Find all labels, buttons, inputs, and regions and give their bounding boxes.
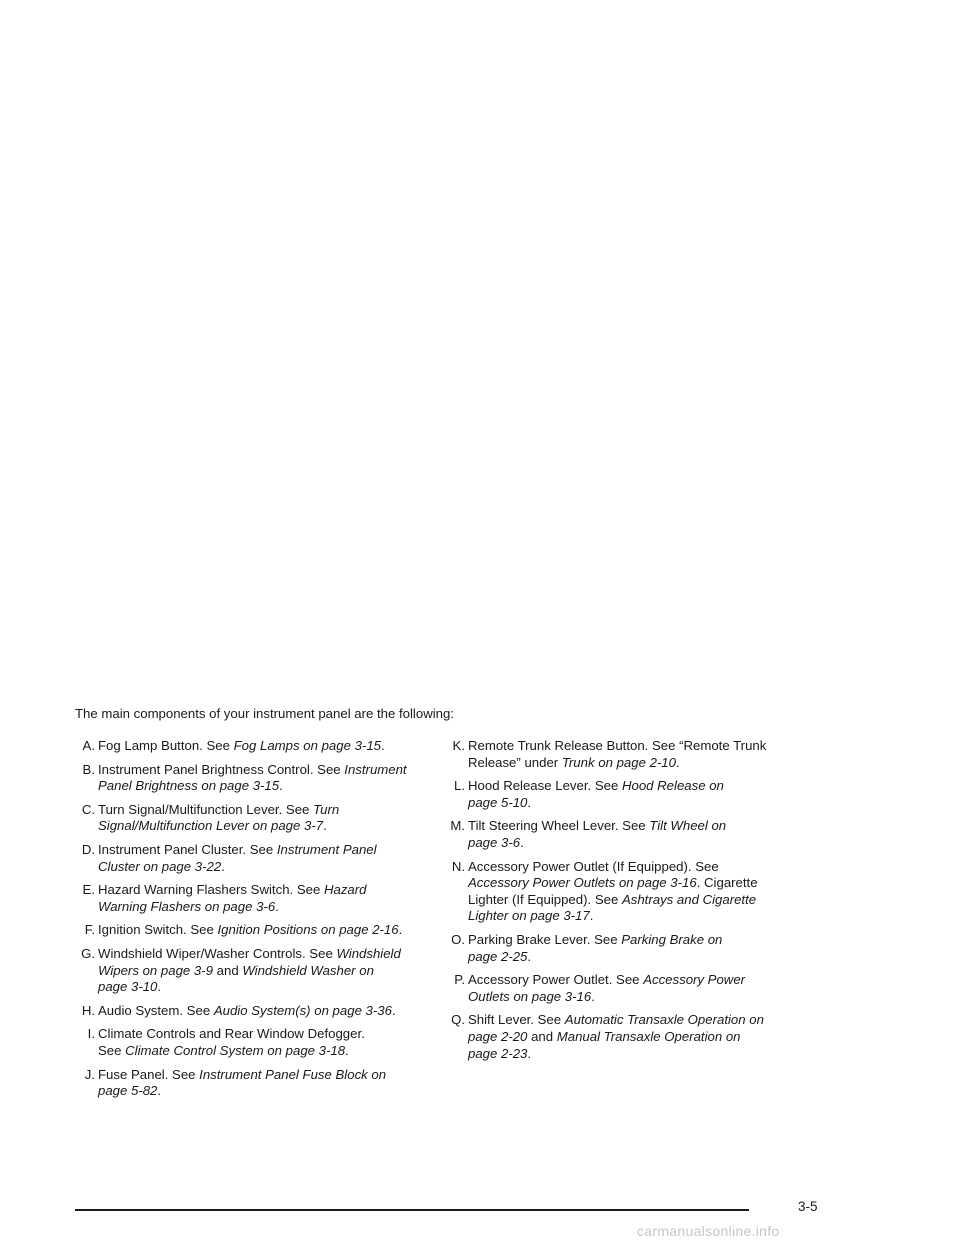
list-item-q bbox=[445, 1012, 825, 1062]
item-letter: B. bbox=[82, 761, 95, 777]
list-item-i bbox=[75, 1026, 445, 1059]
item-letter: O. bbox=[451, 931, 465, 947]
item-letter: K. bbox=[452, 738, 465, 753]
cross-reference: Tilt Wheel on bbox=[649, 818, 727, 834]
item-line bbox=[468, 1012, 825, 1029]
item-text: Parking Brake Lever. See bbox=[468, 931, 622, 947]
item-text: Shift Lever. See bbox=[468, 1012, 565, 1028]
item-text: . bbox=[589, 908, 594, 924]
item-letter: D. bbox=[81, 841, 95, 857]
item-line bbox=[468, 738, 825, 755]
item-line bbox=[98, 979, 445, 996]
item-line bbox=[468, 818, 825, 835]
page-number: 3-5 bbox=[798, 1199, 818, 1214]
cross-reference: page 2-20 bbox=[468, 1028, 528, 1044]
footer-rule bbox=[75, 1209, 749, 1211]
item-line bbox=[468, 892, 825, 909]
item-text: . bbox=[391, 1002, 396, 1018]
item-text: Tilt Steering Wheel Lever. See bbox=[468, 818, 650, 834]
cross-reference: Windshield bbox=[336, 945, 401, 961]
item-line bbox=[468, 859, 825, 876]
item-line bbox=[468, 1029, 825, 1046]
item-text: and bbox=[212, 962, 243, 978]
item-text: . bbox=[591, 988, 595, 1004]
list-item-e bbox=[75, 882, 445, 915]
item-text: Turn Signal/Multifunction Lever. See bbox=[98, 801, 314, 817]
item-text: Accessory Power Outlet. See bbox=[468, 972, 644, 988]
item-letter: I. bbox=[87, 1026, 95, 1042]
item-letter: C. bbox=[81, 801, 95, 817]
item-text: See bbox=[98, 1042, 126, 1058]
item-letter: F. bbox=[84, 922, 95, 938]
cross-reference: Ashtrays and Cigarette bbox=[621, 891, 757, 907]
item-text: . bbox=[520, 834, 524, 850]
item-line bbox=[468, 989, 825, 1006]
item-line bbox=[98, 946, 445, 963]
cross-reference: page 5-82 bbox=[98, 1083, 158, 1099]
item-letter: G. bbox=[81, 945, 95, 961]
item-line bbox=[468, 795, 825, 812]
item-letter: J. bbox=[84, 1066, 95, 1082]
item-line bbox=[98, 859, 445, 876]
item-letter: E. bbox=[82, 882, 95, 898]
list-item-k bbox=[445, 738, 825, 771]
item-text: Lighter (If Equipped). See bbox=[468, 891, 622, 907]
cross-reference: Cluster on page 3-22 bbox=[98, 858, 222, 874]
cross-reference: Hood Release on bbox=[621, 778, 724, 794]
item-text: Audio System. See bbox=[98, 1002, 214, 1018]
list-item-p bbox=[445, 972, 825, 1005]
list-item-b bbox=[75, 762, 445, 795]
item-text: Instrument Panel Brightness Control. See bbox=[98, 761, 345, 777]
list-item-g bbox=[75, 946, 445, 996]
item-text: . bbox=[221, 858, 225, 874]
item-text: . bbox=[275, 898, 279, 914]
item-text: . bbox=[345, 1042, 349, 1058]
intro-paragraph: The main components of your instrument panel are the following: bbox=[75, 706, 454, 721]
item-line bbox=[98, 1067, 445, 1084]
item-text: . bbox=[527, 1045, 532, 1061]
cross-reference: Instrument bbox=[344, 761, 407, 777]
item-text: Ignition Switch. See bbox=[98, 922, 218, 938]
item-text: . Cigarette bbox=[696, 875, 758, 891]
item-text: . bbox=[157, 979, 162, 995]
item-text: Windshield Wiper/Washer Controls. See bbox=[98, 945, 337, 961]
item-line bbox=[98, 738, 445, 755]
item-line bbox=[468, 972, 825, 989]
list-item-f bbox=[75, 922, 445, 939]
cross-reference: Wipers on page 3-9 bbox=[98, 962, 213, 978]
item-text: . bbox=[398, 922, 403, 938]
cross-reference: Trunk on page 2-10 bbox=[561, 754, 676, 770]
item-line bbox=[98, 818, 445, 835]
list-item-n bbox=[445, 859, 825, 925]
item-line bbox=[98, 899, 445, 916]
list-item-h bbox=[75, 1003, 445, 1020]
item-line bbox=[468, 949, 825, 966]
item-text: . bbox=[279, 778, 283, 794]
cross-reference: Instrument Panel Fuse Block on bbox=[199, 1066, 387, 1082]
item-text: Accessory Power Outlet (If Equipped). See bbox=[468, 858, 719, 874]
item-text: and bbox=[527, 1028, 557, 1044]
item-text: . bbox=[527, 948, 532, 964]
item-line bbox=[468, 908, 825, 925]
item-line bbox=[98, 842, 445, 859]
item-text: . bbox=[381, 738, 385, 753]
cross-reference: Accessory Power Outlets on page 3-16 bbox=[468, 875, 697, 891]
cross-reference: Audio System(s) on page 3-36 bbox=[213, 1002, 392, 1018]
item-line bbox=[98, 922, 445, 939]
item-letter: M. bbox=[450, 818, 465, 834]
item-text: . bbox=[527, 794, 532, 810]
item-line bbox=[468, 755, 825, 772]
cross-reference: Signal/Multifunction Lever on page 3-7 bbox=[98, 818, 324, 834]
cross-reference: Windshield Washer on bbox=[242, 962, 374, 978]
cross-reference: Ignition Positions on page 2-16 bbox=[217, 922, 399, 938]
cross-reference: page 3-6 bbox=[468, 834, 521, 850]
cross-reference: Hazard bbox=[323, 882, 367, 898]
item-line bbox=[98, 1083, 445, 1100]
item-line bbox=[468, 778, 825, 795]
item-text: Hood Release Lever. See bbox=[468, 778, 622, 794]
list-item-l bbox=[445, 778, 825, 811]
cross-reference: Accessory Power bbox=[643, 972, 746, 988]
item-letter: L. bbox=[454, 778, 465, 794]
item-text: . bbox=[157, 1083, 162, 1099]
item-line bbox=[468, 1046, 825, 1063]
item-line bbox=[468, 835, 825, 852]
item-line bbox=[98, 1026, 445, 1043]
item-text: . bbox=[675, 754, 680, 770]
item-letter: Q. bbox=[451, 1012, 465, 1028]
watermark: carmanualsonline.info bbox=[637, 1223, 780, 1239]
item-line bbox=[98, 963, 445, 980]
cross-reference: Panel Brightness on page 3-15 bbox=[98, 778, 280, 794]
item-line bbox=[98, 802, 445, 819]
list-item-d bbox=[75, 842, 445, 875]
component-list-left bbox=[75, 738, 445, 1100]
cross-reference: Fog Lamps on page 3-15 bbox=[233, 738, 381, 753]
item-text: Climate Controls and Rear Window Defogger. bbox=[98, 1026, 365, 1042]
cross-reference: Automatic Transaxle Operation on bbox=[564, 1012, 764, 1028]
item-line bbox=[98, 1003, 445, 1020]
item-letter: A. bbox=[82, 738, 95, 753]
item-line bbox=[468, 932, 825, 949]
item-text: Hazard Warning Flashers Switch. See bbox=[98, 882, 324, 898]
list-item-c bbox=[75, 802, 445, 835]
cross-reference: Outlets on page 3-16 bbox=[468, 988, 592, 1004]
item-line bbox=[98, 1043, 445, 1060]
item-text: Instrument Panel Cluster. See bbox=[98, 841, 277, 857]
cross-reference: Instrument Panel bbox=[276, 841, 377, 857]
list-item-a bbox=[75, 738, 445, 755]
item-line bbox=[98, 882, 445, 899]
item-letter: P. bbox=[454, 972, 465, 988]
cross-reference: page 3-10 bbox=[98, 979, 158, 995]
list-item-m bbox=[445, 818, 825, 851]
cross-reference: page 5-10 bbox=[468, 794, 528, 810]
cross-reference: page 2-25 bbox=[468, 948, 528, 964]
item-text: Release” under bbox=[468, 754, 562, 770]
list-item-j bbox=[75, 1067, 445, 1100]
item-text: . bbox=[323, 818, 327, 834]
cross-reference: Climate Control System on page 3-18 bbox=[125, 1042, 346, 1058]
component-list-right bbox=[445, 738, 825, 1062]
cross-reference: Warning Flashers on page 3-6 bbox=[98, 898, 276, 914]
item-text: Remote Trunk Release Button. See “Remote Trunk bbox=[468, 738, 767, 753]
item-text: Fog Lamp Button. See bbox=[98, 738, 234, 753]
item-letter: H. bbox=[81, 1002, 95, 1018]
cross-reference: Parking Brake on bbox=[621, 931, 723, 947]
cross-reference: Manual Transaxle Operation on bbox=[556, 1028, 741, 1044]
cross-reference: Lighter on page 3-17 bbox=[468, 908, 590, 924]
cross-reference: Turn bbox=[313, 801, 340, 817]
list-item-o bbox=[445, 932, 825, 965]
item-line bbox=[468, 875, 825, 892]
cross-reference: page 2-23 bbox=[468, 1045, 528, 1061]
item-line bbox=[98, 762, 445, 779]
item-line bbox=[98, 778, 445, 795]
item-letter: N. bbox=[451, 858, 465, 874]
item-text: Fuse Panel. See bbox=[98, 1066, 200, 1082]
